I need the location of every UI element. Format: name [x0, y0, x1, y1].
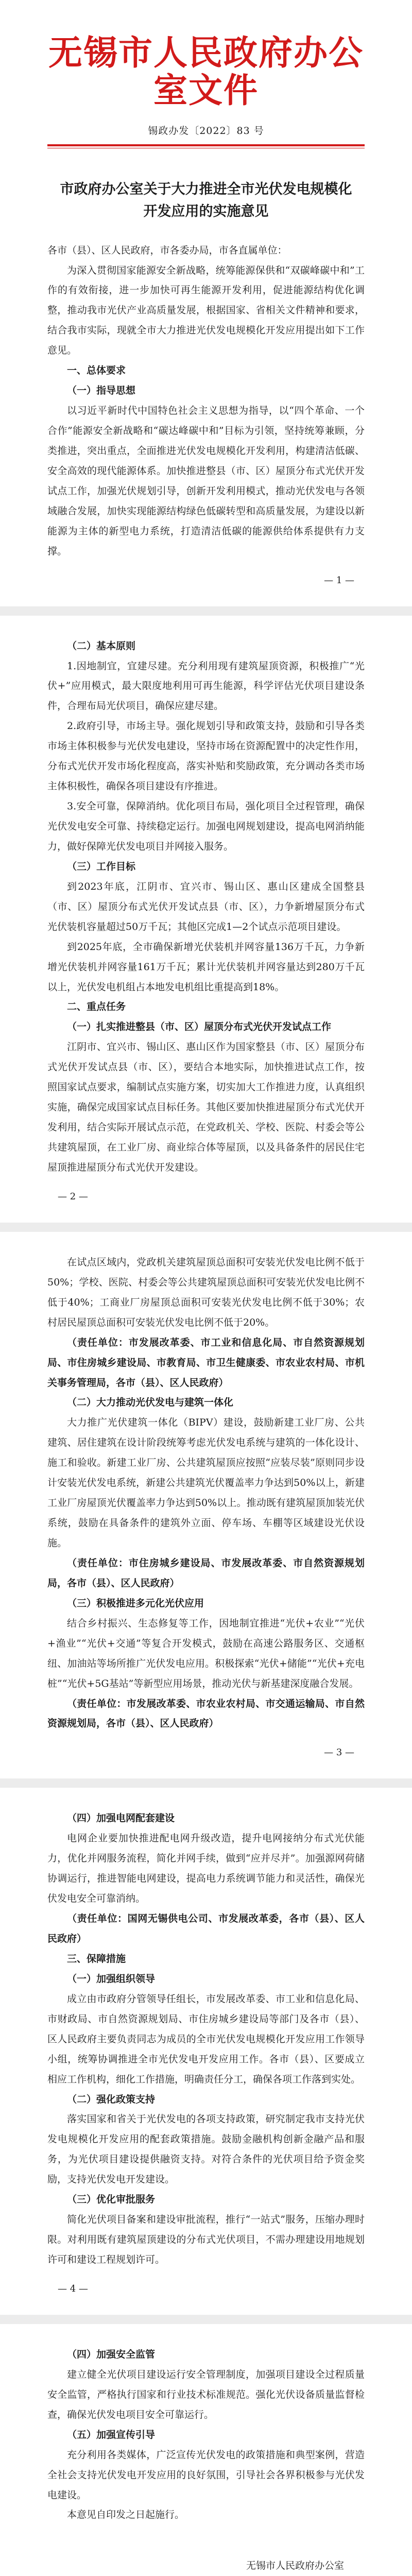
paragraph-publicity: 充分利用各类媒体，广泛宣传光伏发电的政策措施和典型案例，营造全社会支持光伏发电开发应用的良好氛围，引导社会各界积极参与光伏发电建设。 — [47, 2449, 365, 2501]
page-2 — [0, 616, 412, 1202]
paragraph-bipv: 大力推广光伏建筑一体化（BIPV）建设，鼓励新建工业厂房、公共建筑、居住建筑在设计阶段统筹考虑光伏发电系统与建筑的一体化设计、施工和验收。新建工业厂房、公共建筑屋顶应按照“应装尽装”原则同步设计安装光伏发电系统，新建公共建筑光伏覆盖率力争达到50%以上，新建工业厂房屋顶光伏覆盖率力争达到50%以上。推动既有建筑屋顶加装光伏系统，鼓励在具备条件的建筑外立面、停车场、车棚等区域建设光伏设施。 — [47, 1417, 365, 1549]
paragraph-safety: 建立健全光伏项目建设运行安全管理制度，加强项目建设全过程质量安全监管，严格执行国家和行业技术标准规范。强化光伏设备质量监督检查，确保光伏发电项目安全可靠运行。 — [47, 2368, 365, 2420]
subsection-task-3: （三）积极推进多元化光伏应用 — [67, 1597, 204, 1609]
paragraph-multi: 结合乡村振兴、生态修复等工作，因地制宜推进“光伏+农业”“光伏+渔业”“光伏+交通”等复合开发模式，鼓励在高速公路服务区、交通枢纽、加油站等场所推广光伏发电应用。积极探索“光伏+储能”“光伏+充电桩”“光伏+5G基站”等新型应用场景，推动光伏与新基建深度融合发展。 — [47, 1617, 365, 1689]
paragraph-intro: 为深入贯彻国家能源安全新战略，统筹能源保供和“双碳峰碳中和”工作的有效衔接，进一步加快可再生能源开发利用，促进能源结构优化调整，推动我市光伏产业高质量发展，根据国家、省相关文件精神和要求，结合我市实际，现就全市大力推进光伏发电规模化开发应用提出如下工作意见。 — [47, 264, 365, 357]
paragraph-grid: 电网企业要加快推进配电网升级改造，提升电网接纳分布式光伏能力，优化并网服务流程，简化并网手续，做到“应并尽并”。加强源网荷储协调运行，推进智能电网建设，提高电力系统调节能力和灵活性，确保光伏发电安全可靠消纳。 — [47, 1833, 365, 1905]
responsible-units-4: （责任单位：国网无锡供电公司、市发展改革委，各市（县）、区人民政府） — [47, 1913, 365, 1944]
responsible-units-1: （责任单位：市发展改革委、市工业和信息化局、市自然资源规划局、市住房城乡建设局、市教育局、市卫生健康委、市农业农村局、市机关事务管理局，各市（县）、区人民政府） — [47, 1336, 365, 1388]
page-separator — [0, 2315, 412, 2324]
page-4 — [0, 1788, 412, 2294]
subsection-policy: （二）强化政策支持 — [67, 2093, 156, 2105]
subsection-goals: （三）工作目标 — [67, 860, 136, 872]
page-separator — [0, 606, 412, 616]
masthead: 无锡市人民政府办公室文件 — [48, 32, 364, 110]
subsection-task-2: （二）大力推动光伏发电与建筑一体化 — [67, 1397, 234, 1409]
paragraph-goal-1: 到2023年底，江阴市、宜兴市、锡山区、惠山区建成全国整县（市、区）屋顶分布式光伏开发试点县（市、区），力争新增屋顶分布式光伏装机容量超过50万千瓦；其他区完成1—2个试点示范项目建设。 — [47, 880, 365, 933]
page-number: — 2 — — [58, 1191, 88, 1202]
red-rule — [47, 144, 365, 146]
paragraph-policy: 落实国家和省关于光伏发电的各项支持政策，研究制定我市支持光伏发电规模化开发应用的配套政策措施。鼓励金融机构创新金融产品和服务，为光伏项目建设提供融资支持。对符合条件的光伏项目给予资金奖励，支持光伏发电开发建设。 — [47, 2113, 365, 2185]
signature: 无锡市人民政府办公室 — [246, 2560, 344, 2572]
page-number: — 3 — — [324, 1747, 354, 1758]
paragraph-principle-2: 2.政府引导，市场主导。强化规划引导和政策支持，鼓励和引导各类市场主体积极参与光伏发电建设，坚持市场在资源配置中的决定性作用，分布式光伏开发市场化程度高，落实补贴和奖励政策，充分调动各类市场主体积极性，确保各项目建设有序推进。 — [47, 720, 365, 792]
responsible-units-2: （责任单位：市住房城乡建设局、市发展改革委、市自然资源规划局，各市（县）、区人民政府） — [47, 1557, 365, 1589]
page-3 — [0, 1232, 412, 1758]
subsection-task-4: （四）加强电网配套建设 — [67, 1812, 175, 1824]
subsection-publicity: （五）加强宣传引导 — [67, 2429, 156, 2441]
paragraph-goal-2: 到2025年底，全市确保新增光伏装机并网容量136万千瓦，力争新增光伏装机并网容量161万千瓦；累计光伏装机并网容量达到280万千瓦以上，光伏发电机组占本地发电机组比重提高到18%。 — [47, 941, 365, 993]
paragraph-standards: 在试点区域内，党政机关建筑屋顶总面积可安装光伏发电比例不低于50%；学校、医院、村委会等公共建筑屋顶总面积可安装光伏发电比例不低于40%；工商业厂房屋顶总面积可安装光伏发电比例不低于30%；农村居民屋顶总面积可安装光伏发电比例不低于20%。 — [47, 1256, 365, 1328]
document-title: 市政府办公室关于大力推进全市光伏发电规模化开发应用的实施意见 — [60, 181, 352, 220]
section-heading-1: 一、总体要求 — [67, 365, 126, 377]
subsection-approval: （三）优化审批服务 — [67, 2194, 156, 2206]
paragraph-guiding: 以习近平新时代中国特色社会主义思想为指导，以“四个革命、一个合作”能源安全新战略和“碳达峰碳中和”目标为引领，坚持统筹兼顾，分类推进，突出重点，全面推进光伏发电规模化开发利用，构建清洁低碳、安全高效的现代能源体系。加快推进整县（市、区）屋顶分布式光伏开发试点工作，加强光伏规划引导，创新开发利用模式，推动光伏发电与各领域融合发展，加快实现能源结构绿色低碳转型和高质量发展，为建设以新能源为主体的新型电力系统，打造清洁低碳的能源供给体系提供有力支撑。 — [47, 405, 365, 557]
section-heading-3: 三、保障措施 — [67, 1953, 126, 1964]
paragraph-organization: 成立由市政府分管领导任组长，市发展改革委、市工业和信息化局、市财政局、市自然资源规划局、市住房城乡建设局等部门及各市（县）、区人民政府主要负责同志为成员的全市光伏发电规模化开发应用工作领导小组，统筹协调推进全市光伏发电开发应用工作。各市（县）、区要成立相应工作机构，细化工作措施，明确责任分工，确保各项工作落到实处。 — [47, 1993, 365, 2085]
section-heading-2: 二、重点任务 — [67, 1001, 126, 1013]
paragraph-effective: 本意见自印发之日起施行。 — [67, 2509, 185, 2521]
subsection-guiding: （一）指导思想 — [67, 385, 136, 397]
page-separator — [0, 1223, 412, 1232]
subsection-organization: （一）加强组织领导 — [67, 1973, 156, 1985]
page-separator — [0, 1778, 412, 1788]
document-number: 锡政办发〔2022〕83 号 — [148, 125, 264, 137]
subsection-task-1: （一）扎实推进整县（市、区）屋顶分布式光伏开发试点工作 — [67, 1021, 332, 1033]
paragraph-approval: 简化光伏项目备案和建设审批流程，推行“一站式”服务，压缩办理时限。对利用既有建筑屋顶建设的分布式光伏项目，不需办理建设用地规划许可和建设工程规划许可。 — [47, 2214, 365, 2265]
page-number: — 1 — — [324, 574, 354, 586]
page-number: — 4 — — [58, 2283, 88, 2294]
responsible-units-3: （责任单位：市发展改革委、市农业农村局、市交通运输局、市自然资源规划局，各市（县）、区人民政府） — [47, 1698, 365, 1730]
paragraph-task-1: 江阴市、宜兴市、锡山区、惠山区作为国家整县（市、区）屋顶分布式光伏开发试点县（市、区），要结合本地实际，加快推进试点工作，按照国家试点要求，编制试点实施方案，切实加大工作推进力度，认真组织实施，确保完成国家试点目标任务。其他区要加快推进屋顶分布式光伏开发利用，结合实际开展试点示范，在党政机关、学校、医院、村委会等公共建筑屋顶，在工业厂房、商业综合体等屋顶，以及具备条件的居民住宅屋顶推进屋顶分布式光伏开发建设。 — [47, 1041, 365, 1173]
subsection-principles: （二）基本原则 — [67, 640, 136, 652]
page-5 — [0, 2324, 412, 2576]
paragraph-principle-1: 1.因地制宜，宜建尽建。充分利用现有建筑屋顶资源，积极推广“光伏+”应用模式，最大限度地利用可再生能源，科学评估光伏项目建设条件，合理布局光伏项目，确保应建尽建。 — [47, 660, 365, 712]
paragraph-principle-3: 3.安全可靠，保障消纳。优化项目布局，强化项目全过程管理，确保光伏发电安全可靠、持续稳定运行。加强电网规划建设，提高电网消纳能力，做好保障光伏发电项目并网接入服务。 — [47, 801, 365, 852]
subsection-safety: （四）加强安全监管 — [67, 2348, 156, 2360]
page-1 — [0, 0, 412, 586]
addressee: 各市（县）、区人民政府，市各委办局，市各直属单位： — [47, 244, 287, 256]
